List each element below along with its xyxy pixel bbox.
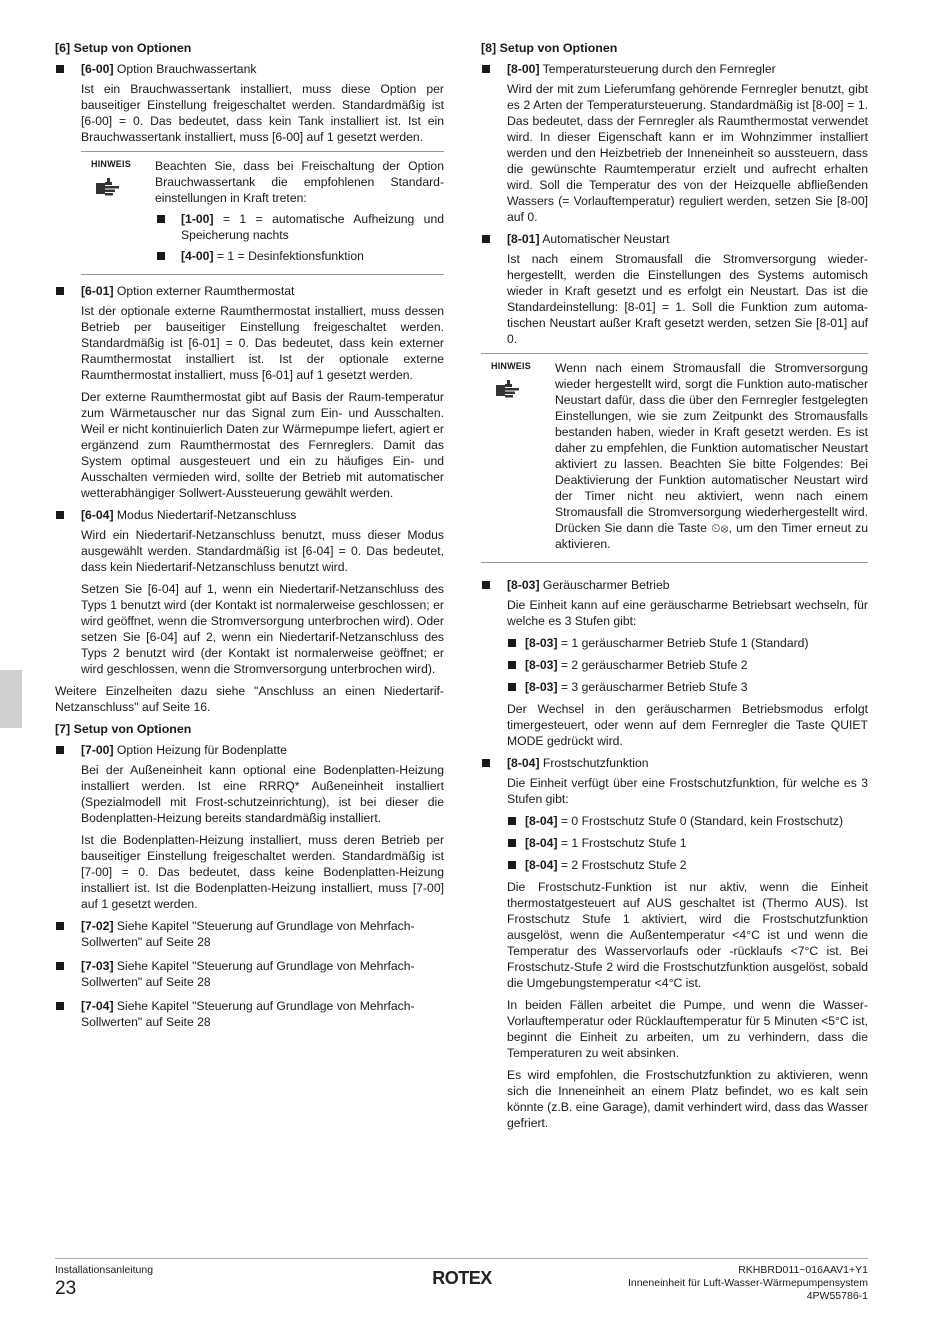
item-text: = 3 geräuscharmer Betrieb Stufe 3 xyxy=(557,680,748,694)
paragraph: Ist der optionale externe Raumthermostat installiert, muss dessen Betrieb per bauseitiger Einstellung freigeschaltet werden. Standardmäßig ist [6-01] = 0. Das bedeutet, dass kein externer Raumthermostat installiert ist. Ist der optionale externe Raumthermostat installiert, muss [6-01] auf 1 gesetzt werden. xyxy=(81,304,444,382)
note-box xyxy=(81,151,444,275)
item-7-04 xyxy=(55,998,444,1030)
paragraph: Es wird empfohlen, die Frostschutzfunktion zu aktivieren, wenn sich die Inneneinheit an einem Platz befindet, wo es kalt sein könnte (z.B. eine Garage), damit verhindert wird, dass das Wasser gefriert. xyxy=(507,1068,868,1130)
rotex-logo xyxy=(426,1265,498,1291)
list-item xyxy=(481,657,868,673)
item-text: = 1 Frostschutz Stufe 1 xyxy=(557,836,687,850)
list-item xyxy=(481,835,868,851)
item-text: = 0 Frostschutz Stufe 0 (Standard, kein Frostschutz) xyxy=(557,814,844,828)
item-label: Geräuscharmer Betrieb xyxy=(539,578,670,592)
item-label: Siehe Kapitel "Steuerung auf Grundlage von Mehrfach-Sollwerten" auf Seite 28 xyxy=(81,919,415,949)
item-label: Option externer Raumthermostat xyxy=(113,284,295,298)
item-label: Siehe Kapitel "Steuerung auf Grundlage von Mehrfach-Sollwerten" auf Seite 28 xyxy=(81,959,415,989)
note-list-item xyxy=(155,248,444,264)
paragraph: Bei der Außeneinheit kann optional eine Bodenplatten-Heizung installiert werden. Ist eine RRRQ* Außeneinheit installiert (Spezialmodell mit Frost-schutzeinrichtung), ist bei dieser die Bodenplatten-Heizung bereits standardmäßig installiert. xyxy=(81,763,444,825)
bullet-icon xyxy=(482,65,490,73)
list-item xyxy=(481,635,868,651)
item-8-03 xyxy=(481,577,868,593)
paragraph: Wird ein Niedertarif-Netzanschluss benutzt, muss dieser Modus ausgewählt werden. Standardmäßig ist [6-04] = 0. Das bedeutet, dass kein Niedertarif-Netzanschluss benutzt wird. xyxy=(81,528,444,574)
item-label: Modus Niedertarif-Netzanschluss xyxy=(113,508,297,522)
bullet-icon xyxy=(157,252,165,260)
item-6-01 xyxy=(55,283,444,299)
bullet-icon xyxy=(56,65,64,73)
bullet-icon xyxy=(508,639,516,647)
item-code: [8-03] xyxy=(525,636,558,650)
bullet-icon xyxy=(56,746,64,754)
section-6-title: [6] Setup von Optionen xyxy=(55,41,192,55)
item-code: [7-04] xyxy=(81,999,114,1013)
logo-text: ROTEX xyxy=(432,1268,492,1288)
note-text: Beachten Sie, dass bei Freischaltung der Option Brauchwassertank die empfohlenen Standard-einstellungen in Kraft treten: xyxy=(155,159,444,205)
section-8-title: [8] Setup von Optionen xyxy=(481,41,618,55)
side-tab-marker xyxy=(0,670,22,728)
pointing-hand-icon xyxy=(95,176,121,198)
paragraph: Die Frostschutz-Funktion ist nur aktiv, wenn die Einheit thermostatgesteuert auf AUS geschaltet ist (Thermo AUS). Ist Frostschutz Stufe 1 aktiviert, wird die Frostschutzfunktion ausgelöst, wenn die Außentemperatur <4°C ist und wenn die Temperatur des Wasservorlaufs oder -rücklaufs <7°C ist. Bei Frostschutz-Stufe 2 wird die Frostschutzfunktion ausgelöst, sobald die Umgebungstemperatur <4°C ist. xyxy=(507,880,868,990)
item-text: = 1 = automatische Aufheizung und Speicherung nachts xyxy=(181,212,444,242)
bullet-icon xyxy=(56,511,64,519)
paragraph: Die Einheit kann auf eine geräuscharme Betriebsart wechseln, für welche es 3 Stufen gibt: xyxy=(507,598,868,628)
paragraph: Der Wechsel in den geräuscharmen Betriebsmodus erfolgt timergesteuert, oder wenn auf dem Fernregler die Taste QUIET MODE gedrückt wird. xyxy=(507,702,868,748)
paragraph: Ist die Bodenplatten-Heizung installiert, muss deren Betrieb per bauseitiger Einstellung freigeschaltet werden. Standardmäßig ist [7-00] = 0. Das bedeutet, dass keine Bodenplatten-Heizung installiert ist. Ist die Bodenplatten-Heizung installiert, muss [7-00] auf 1 gesetzt werden. xyxy=(81,833,444,911)
item-code: [6-04] xyxy=(81,508,114,522)
bullet-icon xyxy=(508,839,516,847)
model-number: RKHBRD011~016AAV1+Y1 xyxy=(738,1264,868,1276)
paragraph: Die Einheit verfügt über eine Frostschutzfunktion, für welche es 3 Stufen gibt: xyxy=(507,776,868,806)
item-code: [8-04] xyxy=(525,814,558,828)
paragraph: Weitere Einzelheiten dazu siehe "Anschluss an einen Niedertarif-Netzanschluss" auf Seite 16. xyxy=(55,684,444,714)
list-item xyxy=(481,679,868,695)
item-8-04 xyxy=(481,755,868,771)
section-7-title: [7] Setup von Optionen xyxy=(55,722,192,736)
item-text: = 1 = Desinfektionsfunktion xyxy=(213,249,364,263)
paragraph: Wird der mit zum Lieferumfang gehörende Fernregler benutzt, gibt es 2 Arten der Temperatursteuerung. Standardmäßig ist [8-00] = 1. Das bedeutet, dass der Fernregler als Raumthermostat verwendet wird. In dieser Eigenschaft kann er im Wohnzimmer installiert werden und den Heizbetrieb der Inneneinheit so aussteuern, dass die gewünschte Raumtemperatur erzielt und aufrecht erhalten wird. Soll die Temperatur des von der Heizquelle abfließenden Wassers (= Vorlauftemperatur) reguliert werden, setzen Sie [8-00] auf 0. xyxy=(507,82,868,224)
item-code: [8-04] xyxy=(525,858,558,872)
item-code: [8-04] xyxy=(507,756,540,770)
item-label: Option Brauchwassertank xyxy=(113,62,257,76)
item-6-04 xyxy=(55,507,444,523)
footer-left xyxy=(55,1264,255,1300)
product-name: Inneneinheit für Luft-Wasser-Wärmepumpensystem xyxy=(627,1277,868,1289)
paragraph: Der externe Raumthermostat gibt auf Basis der Raum-temperatur zum Wärmetauscher nur das Signal zum Ein- und Ausschalten. Weil er nicht kontinuierlich Daten zur Wärmepumpe liefert, agiert er ergänzend zum Raumthermostat des Fernreglers. Damit das System optimal ausgesteuert und ein zu häufiges Ein- und Ausschalten vermieden wird, sollte der Betrieb mit automatischer wetterabhängiger Sollwert-Aussteuerung gewählt werden. xyxy=(81,390,444,500)
document-id: 4PW55786-1 xyxy=(806,1290,868,1302)
item-code: [4-00] xyxy=(181,249,214,263)
left-column xyxy=(55,40,444,1034)
bullet-icon xyxy=(508,683,516,691)
bullet-icon xyxy=(508,661,516,669)
item-label: Frostschutzfunktion xyxy=(539,756,649,770)
note-text: Wenn nach einem Stromausfall die Stromversorgung wieder hergestellt wird, sorgt die Funktion auto-matischer Neustart dafür, dass die über den Fernregler festgelegten Einstellungen, wie sie zum Zeitpunkt des Stromausfalls bestanden haben, wieder in Kraft gesetzt werden. Es ist daher zu empfehlen, die Funktion automatischer Neustart aktiviert zu lassen. Beachten Sie bitte Folgendes: Bei Deaktivierung der Funktion automatischer Neustart wird der Timer nicht neu aktiviert, wenn nach einem Stromausfall die Stromversorgung wiederhergestellt wird. Drücken Sie dann die Taste ⏲⊗, um den Timer erneut zu aktivieren. xyxy=(555,361,868,551)
footer-divider xyxy=(55,1258,868,1259)
item-7-03 xyxy=(55,958,444,990)
item-code: [8-01] xyxy=(507,232,540,246)
item-6-00 xyxy=(55,61,444,77)
bullet-icon xyxy=(508,861,516,869)
list-item xyxy=(481,857,868,873)
item-code: [8-00] xyxy=(507,62,540,76)
item-code: [8-03] xyxy=(507,578,540,592)
item-7-00 xyxy=(55,742,444,758)
bullet-icon xyxy=(56,922,64,930)
footer-right xyxy=(538,1264,868,1303)
bullet-icon xyxy=(508,817,516,825)
pointing-hand-icon xyxy=(495,378,521,400)
item-text: = 1 geräuscharmer Betrieb Stufe 1 (Standard) xyxy=(557,636,809,650)
right-column xyxy=(481,40,868,1137)
item-label: Option Heizung für Bodenplatte xyxy=(113,743,287,757)
bullet-icon xyxy=(482,581,490,589)
item-7-02 xyxy=(55,918,444,950)
document-type: Installationsanleitung xyxy=(55,1264,154,1276)
item-code: [7-02] xyxy=(81,919,114,933)
item-label: Temperatursteuerung durch den Fernregler xyxy=(539,62,776,76)
page-number: 23 xyxy=(55,1278,77,1299)
item-code: [8-04] xyxy=(525,836,558,850)
bullet-icon xyxy=(56,287,64,295)
item-8-01 xyxy=(481,231,868,247)
item-label: Automatischer Neustart xyxy=(539,232,670,246)
note-list-item xyxy=(155,211,444,243)
paragraph: Setzen Sie [6-04] auf 1, wenn ein Niedertarif-Netzanschluss des Typs 1 benutzt wird (der Kontakt ist normalerweise geschlossen; er wird geöffnet, wenn die Stromversorgung unterbrochen wird). Oder setzen Sie [6-04] auf 2, wenn ein Niedertarif-Netzanschluss des Typs 2 benutzt wird (der Kontakt ist normalerweise geöffnet; er wird geschlossen, wenn die Stromversorgung unterbrochen wird). xyxy=(81,582,444,676)
note-label: HINWEIS xyxy=(91,159,131,169)
item-code: [8-03] xyxy=(525,680,558,694)
item-text: = 2 Frostschutz Stufe 2 xyxy=(557,858,687,872)
item-text: = 2 geräuscharmer Betrieb Stufe 2 xyxy=(557,658,748,672)
item-code: [8-03] xyxy=(525,658,558,672)
item-code: [7-00] xyxy=(81,743,114,757)
paragraph: Ist ein Brauchwassertank installiert, muss diese Option per bauseitiger Einstellung freigeschaltet werden. Standardmäßig ist [6-00] = 0. Das bedeutet, dass kein Tank installiert ist. Ist ein Brauchwassertank installiert, muss [6-00] auf 1 gesetzt werden. xyxy=(81,82,444,144)
item-8-00 xyxy=(481,61,868,77)
item-label: Siehe Kapitel "Steuerung auf Grundlage von Mehrfach-Sollwerten" auf Seite 28 xyxy=(81,999,415,1029)
bullet-icon xyxy=(157,215,165,223)
paragraph: In beiden Fällen arbeitet die Pumpe, und wenn die Wasser-Vorlauftemperatur oder Rücklauftemperatur für 5 Minuten <5°C ist, beginnt die Einheit zu arbeiten, um zu verhindern, dass die Temperaturen zu weit absinken. xyxy=(507,998,868,1060)
bullet-icon xyxy=(56,962,64,970)
item-code: [6-00] xyxy=(81,62,114,76)
item-code: [7-03] xyxy=(81,959,114,973)
item-code: [1-00] xyxy=(181,212,214,226)
list-item xyxy=(481,813,868,829)
item-code: [6-01] xyxy=(81,284,114,298)
note-box xyxy=(481,353,868,563)
bullet-icon xyxy=(482,759,490,767)
note-label: HINWEIS xyxy=(491,361,531,371)
bullet-icon xyxy=(482,235,490,243)
paragraph: Ist nach einem Stromausfall die Stromversorgung wieder-hergestellt, werden die Einstellungen des Systems automisch wieder in Kraft gesetzt und es erfolgt ein Neustart. Das ist die Standardeinstellung: [8-01] = 1. Soll die Funktion zum automa-tischen Neustart außer Kraft gesetzt werden, setzen Sie [8-01] auf 0. xyxy=(507,252,868,346)
bullet-icon xyxy=(56,1002,64,1010)
